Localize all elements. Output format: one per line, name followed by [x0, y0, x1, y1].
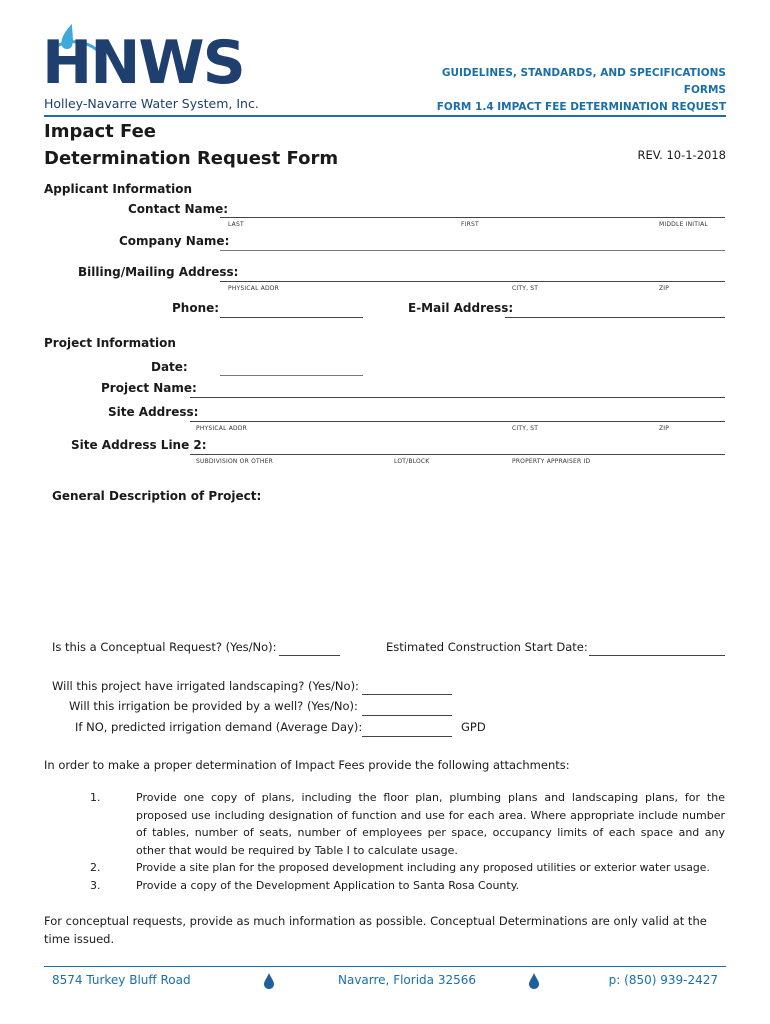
site-sub-physical-addr: PHYSICAL ADDR	[196, 425, 248, 432]
water-drop-icon	[264, 973, 274, 989]
sub-city-st: CITY, ST	[512, 285, 539, 292]
irrigated-label: Will this project have irrigated landscaping? (Yes/No):	[52, 679, 359, 693]
project-name-field[interactable]	[190, 397, 725, 398]
applicant-section-heading: Applicant Information	[44, 182, 192, 196]
sub-lot-block: LOT/BLOCK	[394, 458, 430, 465]
form-title-line-2: Determination Request Form	[44, 148, 339, 169]
company-name-label: Company Name:	[119, 234, 230, 248]
billing-address-label: Billing/Mailing Address:	[78, 265, 239, 279]
logo-company-name: Holley-Navarre Water System, Inc.	[44, 96, 259, 111]
project-section-heading: Project Information	[44, 336, 176, 350]
site-address-label: Site Address:	[108, 405, 199, 419]
header-line-2: FORMS	[683, 84, 726, 96]
email-field[interactable]	[505, 317, 725, 318]
start-date-field[interactable]	[589, 655, 725, 656]
irrigated-field[interactable]	[362, 694, 452, 695]
list-number-3: 3.	[90, 879, 101, 892]
sub-subdivision: SUBDIVISION OR OTHER	[196, 458, 273, 465]
instructions-intro: In order to make a proper determination of Impact Fees provide the following attachments:	[44, 758, 570, 772]
contact-name-field[interactable]	[220, 217, 725, 218]
list-number-1: 1.	[90, 791, 101, 804]
company-name-field[interactable]	[220, 250, 725, 251]
general-description-label: General Description of Project:	[52, 489, 262, 503]
revision-label: REV. 10-1-2018	[637, 148, 726, 162]
site-address-field[interactable]	[190, 421, 725, 422]
date-field[interactable]	[220, 375, 363, 376]
header-divider	[44, 115, 726, 117]
conceptual-request-label: Is this a Conceptual Request? (Yes/No):	[52, 640, 277, 654]
footer-phone: p: (850) 939-2427	[608, 973, 718, 987]
sub-physical-addr: PHYSICAL ADDR	[228, 285, 280, 292]
form-title-line-1: Impact Fee	[44, 121, 157, 142]
site-address-line2-field[interactable]	[190, 454, 725, 455]
start-date-label: Estimated Construction Start Date:	[386, 640, 588, 654]
sub-zip: ZIP	[659, 285, 670, 292]
list-number-2: 2.	[90, 861, 101, 874]
company-logo	[42, 20, 257, 115]
logo-acronym: HNWS	[42, 28, 244, 98]
date-label: Date:	[151, 360, 188, 374]
phone-label: Phone:	[172, 301, 220, 315]
conceptual-note: For conceptual requests, provide as much information as possible. Conceptual Determinations are only valid at the time issued.	[44, 914, 707, 946]
well-field[interactable]	[362, 715, 452, 716]
well-label: Will this irrigation be provided by a well? (Yes/No):	[69, 699, 358, 713]
site-sub-city-st: CITY, ST	[512, 425, 539, 432]
email-label: E-Mail Address:	[408, 301, 514, 315]
phone-field[interactable]	[220, 317, 363, 318]
project-name-label: Project Name:	[101, 381, 197, 395]
sub-property-appraiser-id: PROPERTY APPRAISER ID	[512, 458, 591, 465]
header-line-1: GUIDELINES, STANDARDS, AND SPECIFICATIONS	[441, 67, 726, 79]
footer-divider	[44, 966, 726, 967]
water-drop-icon	[529, 973, 539, 989]
gpd-label: GPD	[461, 720, 486, 734]
billing-address-field[interactable]	[220, 281, 725, 282]
demand-field[interactable]	[362, 736, 452, 737]
general-description-field[interactable]	[52, 508, 725, 628]
header-line-3: FORM 1.4 IMPACT FEE DETERMINATION REQUEST	[436, 101, 726, 113]
site-sub-zip: ZIP	[659, 425, 670, 432]
sub-last: LAST	[228, 221, 244, 228]
footer-address: 8574 Turkey Bluff Road	[52, 973, 191, 987]
sub-middle-initial: MIDDLE INITIAL	[659, 221, 708, 228]
sub-first: FIRST	[461, 221, 479, 228]
list-item-1: Provide one copy of plans, including the floor plan, plumbing plans and landscaping plans, for the proposed use including designation of function and use for each area. Where appropriate include number of tables, number of seats, number of employees per space, occupancy limits of each space and any other that would be required by Table I to calculate usage.	[136, 791, 725, 857]
list-item-2: Provide a site plan for the proposed development including any proposed utilities or exterior water usage.	[136, 861, 710, 874]
footer-city: Navarre, Florida 32566	[338, 973, 476, 987]
conceptual-request-field[interactable]	[279, 655, 340, 656]
list-item-3: Provide a copy of the Development Application to Santa Rosa County.	[136, 879, 520, 892]
demand-label: If NO, predicted irrigation demand (Average Day):	[75, 720, 363, 734]
site-address-line2-label: Site Address Line 2:	[71, 438, 207, 452]
contact-name-label: Contact Name:	[128, 202, 229, 216]
